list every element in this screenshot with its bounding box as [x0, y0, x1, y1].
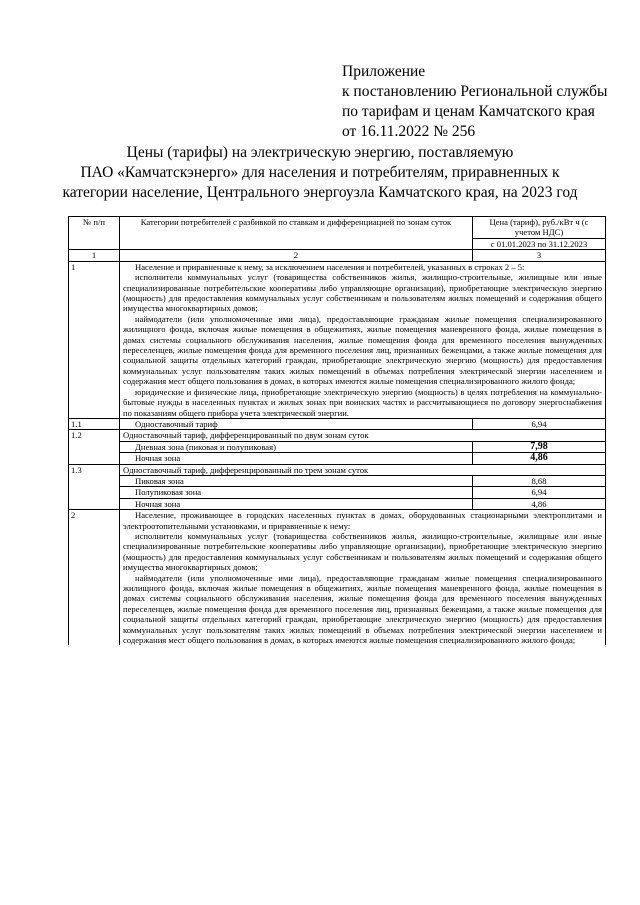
appendix-header: [342, 62, 632, 142]
row-paragraph: наймодатели (или уполномоченные ими лица), предоставляющие гражданам жилые помещения специализированного жилищного фонда, включая жилые помещения в общежитиях, жилые помещения маневренного фонда, жилые помещения в домах системы социального обслуживания населения, жилые помещения фонда для временного поселения вынужденных переселенцев, жилые помещения фонда для временного поселения лиц, признанных беженцами, а также жилые помещения для социальной защиты отдельных категорий граждан, приобретающие электрическую энергию (мощность) для предоставления коммунальных услуг пользователям таких жилых помещений в объемах потребления электрической энергии населением и содержания мест общего пользования в домах, в которых имеются жилые помещения специализированного жилого фонда;: [123, 572, 602, 646]
table-row: [69, 510, 606, 646]
row-number: 2: [69, 510, 120, 646]
table-row: [69, 487, 606, 498]
table-row: [69, 441, 606, 452]
appendix-label: Приложение: [342, 63, 426, 80]
row-paragraph: Население и приравненные к нему, за исключением населения и потребителей, указанных в строках 2 – 5:: [135, 261, 525, 272]
row-number: 1.1: [69, 418, 120, 429]
table-row: [69, 453, 606, 464]
index-cell: 1: [69, 250, 120, 261]
row-label: Одноставочный тариф, дифференцированный по трем зонам суток: [120, 464, 606, 475]
table-row: [69, 464, 606, 475]
col-header-price: Цена (тариф), руб./кВт ч (с учетом НДС): [473, 217, 606, 239]
title-line-3: категории население, Центрального энергоузла Камчатского края, на 2023 год: [62, 184, 578, 201]
row-paragraph: наймодатели (или уполномоченные ими лица), предоставляющие гражданам жилые помещения специализированного жилищного фонда, включая жилые помещения в общежитиях, жилые помещения маневренного фонда, жилые помещения в домах системы социального обслуживания населения, жилые помещения фонда для временного поселения вынужденных переселенцев, жилые помещения фонда для временного поселения лиц, признанных беженцами, а также жилые помещения для социальной защиты отдельных категорий граждан, приобретающие электрическую энергию (мощность) для предоставления коммунальных услуг пользователям таких жилых помещений в объемах потребления электрической энергии населением и содержания мест общего пользования в домах, в которых имеются жилые помещения специализированного жилого фонда;: [123, 313, 602, 387]
row-label: Пиковая зона: [120, 475, 473, 486]
col-header-category: Категории потребителей с разбивкой по ставкам и дифференциацией по зонам суток: [120, 217, 473, 250]
row-paragraph: юридические и физические лица, приобретающие электрическую энергию (мощность) в целях потребления на коммунально-бытовые нужды в населенных пунктах и жилых зонах при воинских частях и рассчитывающиеся по договору энергоснабжения по показаниям общего прибора учета электрической энергии.: [123, 386, 602, 418]
document-title: [20, 143, 620, 203]
appendix-agency: по тарифам и ценам Камчатского края: [342, 103, 595, 120]
row-value: 4,86: [473, 498, 606, 509]
appendix-resolution: к постановлению Региональной службы: [342, 83, 608, 100]
row-paragraph: Население, проживающее в городских населенных пунктах в домах, оборудованных стационарными электроплитами и электроотопительными установками, и приравненные к нему:: [123, 510, 602, 531]
index-cell: 3: [473, 250, 606, 261]
row-number: 1.2: [69, 430, 120, 464]
table-row: [69, 498, 606, 509]
row-value: 8,68: [473, 475, 606, 486]
title-line-1: Цены (тарифы) на электрическую энергию, поставляемую: [126, 144, 514, 161]
row-paragraph: исполнители коммунальных услуг (товарищества собственников жилья, жилищно-строительные, жилищные или иные специализированные потребительские кооперативы либо управляющие организации), приобретающие электрическую энергию (мощность) для предоставления коммунальных услуг собственникам и пользователям жилых помещений и содержания общего имущества многоквартирных домов;: [123, 272, 602, 314]
row-value: 6,94: [473, 418, 606, 429]
row-value: 7,98: [473, 441, 606, 452]
title-line-2: ПАО «Камчатскэнерго» для населения и потребителям, приравненных к: [80, 164, 560, 181]
row-value: 6,94: [473, 487, 606, 498]
table-row: [69, 475, 606, 486]
table-row: [69, 418, 606, 429]
row-number: 1.3: [69, 464, 120, 510]
row-category: [120, 510, 606, 646]
col-header-period: с 01.01.2023 по 31.12.2023: [473, 239, 606, 250]
col-header-num: № п/п: [69, 217, 120, 250]
row-label: Дневная зона (пиковая и полупиковая): [120, 441, 473, 452]
row-number: 1: [69, 261, 120, 418]
row-paragraph: исполнители коммунальных услуг (товарищества собственников жилья, жилищно-строительные, жилищные или иные специализированные потребительские кооперативы либо управляющие организации), приобретающие электрическую энергию (мощность) для предоставления коммунальных услуг собственникам и пользователям жилых помещений и содержания общего имущества многоквартирных домов;: [123, 530, 602, 573]
row-label: Ночная зона: [120, 498, 473, 509]
row-label: Одноставочный тариф: [120, 418, 473, 429]
row-label: Одноставочный тариф, дифференцированный по двум зонам суток: [120, 430, 606, 441]
row-value: 4,86: [473, 453, 606, 464]
table-index-row: [69, 250, 606, 261]
tariff-table: [68, 216, 606, 645]
table-row: [69, 261, 606, 418]
row-category: [120, 261, 606, 418]
row-label: Полупиковая зона: [120, 487, 473, 498]
index-cell: 2: [120, 250, 473, 261]
appendix-date: от 16.11.2022 № 256: [342, 123, 476, 140]
table-row: [69, 430, 606, 441]
row-label: Ночная зона: [120, 453, 473, 464]
